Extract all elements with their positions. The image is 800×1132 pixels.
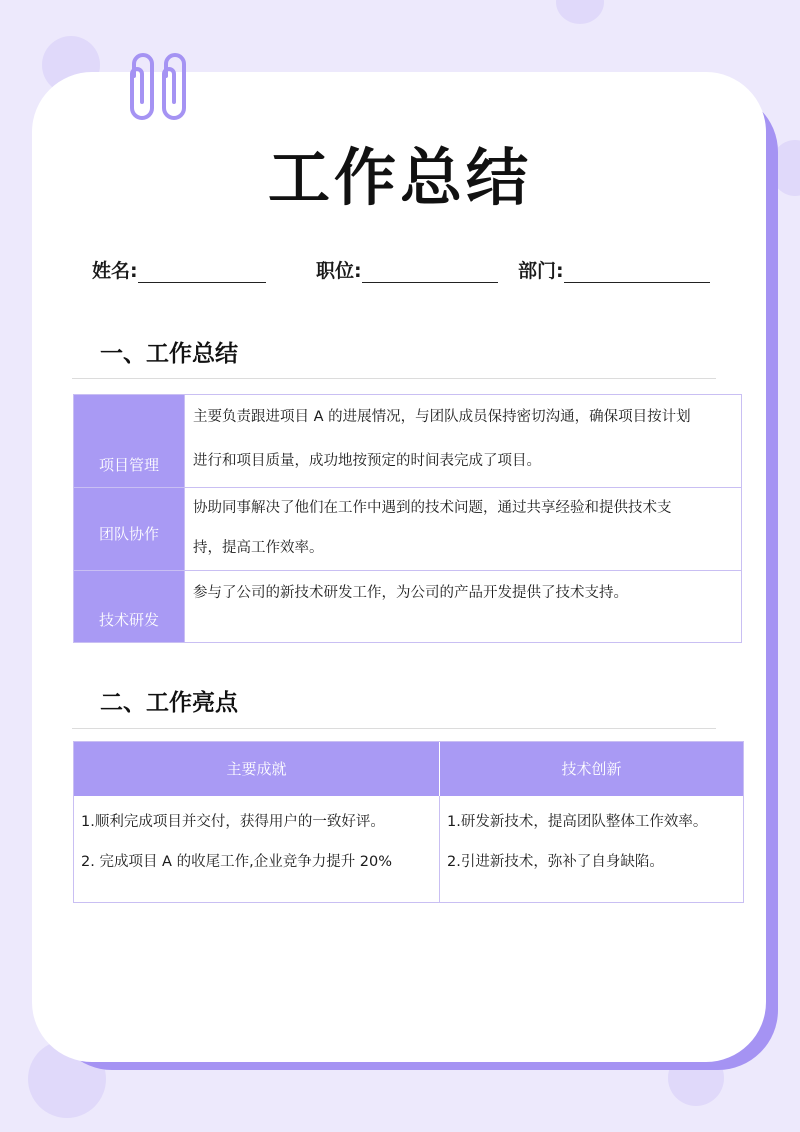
list-item: 1.顺利完成项目并交付，获得用户的一致好评。 [81,814,385,830]
decor-bubble [556,0,604,24]
department-blank[interactable] [564,262,710,283]
name-blank[interactable] [138,262,266,283]
table-row [74,488,741,570]
innovation-list [447,802,707,882]
section-divider [72,378,716,379]
section-title-summary: 一、工作总结 [100,341,238,367]
achievements-list [81,802,392,882]
row-content: 主要负责跟进项目 A 的进展情况，与团队成员保持密切沟通，确保项目按计划 进行和项目质量，成功地按预定的时间表完成了项目。 [184,395,741,487]
highlights-table [73,741,744,903]
list-item: 2.引进新技术，弥补了自身缺陷。 [447,854,664,870]
position-field[interactable] [316,256,498,283]
row-label: 项目管理 [74,395,184,487]
section-title-highlights: 二、工作亮点 [100,690,238,716]
list-item: 1.研发新技术，提高团队整体工作效率。 [447,814,708,830]
row-label: 技术研发 [74,571,184,642]
section-divider [72,728,716,729]
position-label: 职位: [316,260,362,282]
name-label: 姓名: [92,260,138,282]
paperclip-icon [122,50,202,128]
column-header-innovation: 技术创新 [561,760,622,778]
column-header-achievements: 主要成就 [226,760,287,778]
row-content: 参与了公司的新技术研发工作，为公司的产品开发提供了技术支持。 [184,571,741,642]
name-field[interactable] [92,256,266,283]
header-divider [439,742,440,796]
list-item: 2. 完成项目 A 的收尾工作,企业竞争力提升 20% [81,854,393,870]
row-label: 团队协作 [74,488,184,570]
department-label: 部门: [518,260,564,282]
summary-table [73,394,742,643]
table-row [74,395,741,487]
position-blank[interactable] [362,262,498,283]
row-content: 协助同事解决了他们在工作中遇到的技术问题，通过共享经验和提供技术支 持，提高工作效率。 [184,488,741,570]
department-field[interactable] [518,256,710,283]
table-row [74,571,741,642]
page-title: 工作总结 [267,141,532,214]
